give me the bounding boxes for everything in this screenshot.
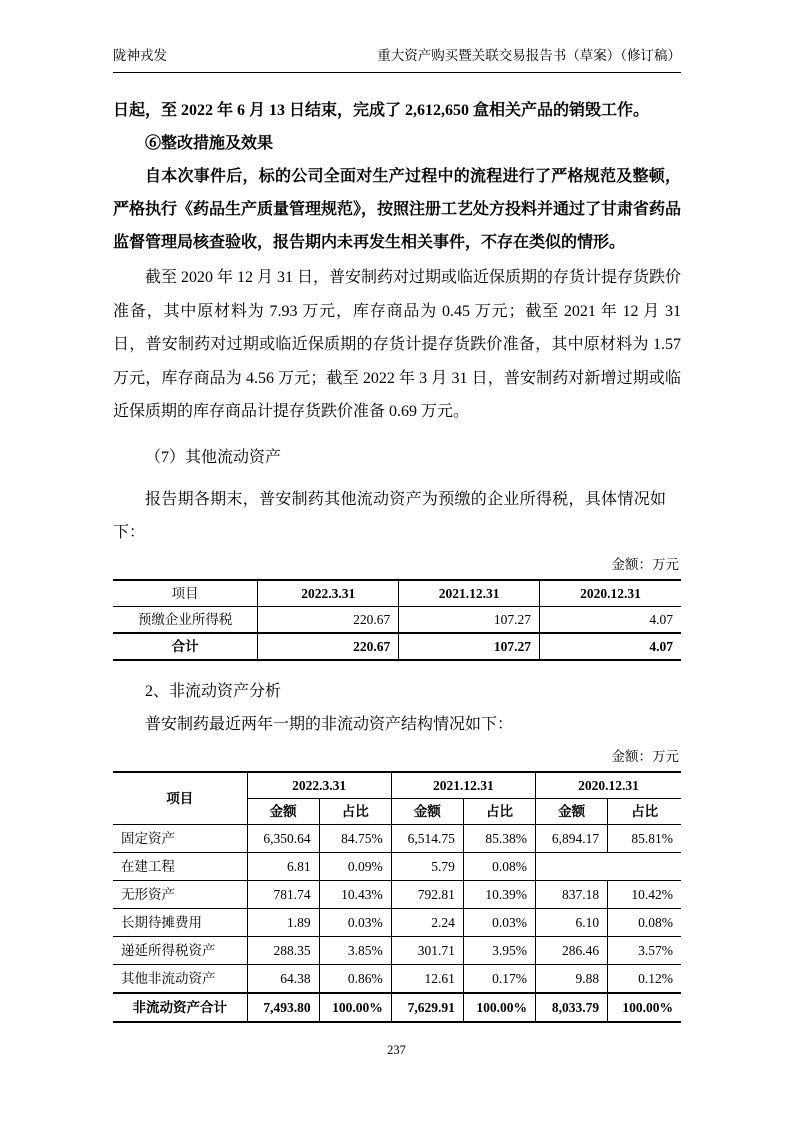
cell-value: 220.67: [258, 606, 399, 633]
total-value: 4.07: [540, 633, 681, 660]
cell-value: 4.07: [540, 606, 681, 633]
subheading-rectification: ⑥整改措施及效果: [145, 135, 274, 152]
cell-value: 0.09%: [319, 852, 391, 880]
cell-value: 3.85%: [319, 936, 391, 964]
cell-value: 10.43%: [319, 880, 391, 908]
column-group-date: 2020.12.31: [536, 772, 681, 799]
table-row: [113, 606, 681, 633]
body-paragraph-continuation: 日起，至 2022 年 6 月 13 日结束，完成了 2,612,650 盒相关产品的销毁工作。: [113, 102, 650, 119]
cell-value: 5.79: [391, 852, 463, 880]
row-label: 递延所得税资产: [113, 936, 247, 964]
cell-value: 84.75%: [319, 824, 391, 852]
table-row: [113, 852, 681, 880]
cell-value: 107.27: [399, 606, 540, 633]
section-heading-other-current-assets: （7）其他流动资产: [145, 448, 282, 466]
table-total-row: [113, 633, 681, 660]
cell-value: 0.08%: [608, 908, 681, 936]
total-value: 7,629.91: [391, 993, 463, 1022]
body-paragraph-rectification: 自本次事件后，标的公司全面对生产过程中的流程进行了严格规范及整顿，严格执行《药品生产质量管理规范》，按照注册工艺处方投料并通过了甘肃省药品监督管理局核查验收，报告期内未再发生相关事件，不存在类似的情形。: [113, 168, 682, 251]
other-current-assets-table: [113, 579, 681, 661]
total-value: 8,033.79: [536, 993, 608, 1022]
cell-value: 0.08%: [463, 852, 535, 880]
column-header-amount: 金额: [247, 798, 319, 824]
total-value: 220.67: [258, 633, 399, 660]
unit-label-table2: 金额：万元: [611, 748, 679, 764]
cell-value: 781.74: [247, 880, 319, 908]
cell-value: 286.46: [536, 936, 608, 964]
cell-value: 85.38%: [463, 824, 535, 852]
total-label: 非流动资产合计: [113, 993, 247, 1022]
cell-value: 85.81%: [608, 824, 681, 852]
total-value: 100.00%: [463, 993, 535, 1022]
cell-value: 64.38: [247, 964, 319, 993]
cell-value: 6.10: [536, 908, 608, 936]
cell-value: 0.17%: [463, 964, 535, 993]
body-paragraph-other-current-assets: 报告期各期末，普安制药其他流动资产为预缴的企业所得税，具体情况如下：: [113, 490, 666, 541]
row-label: 无形资产: [113, 880, 247, 908]
table-row: [113, 964, 681, 993]
column-group-date: 2021.12.31: [391, 772, 535, 799]
total-value: 7,493.80: [247, 993, 319, 1022]
table-row: [113, 880, 681, 908]
total-value: 100.00%: [319, 993, 391, 1022]
page-number: 237: [387, 1043, 406, 1057]
running-header: [113, 46, 681, 73]
column-header-date: 2021.12.31: [399, 580, 540, 607]
column-header-ratio: 占比: [319, 798, 391, 824]
non-current-assets-table: [113, 771, 681, 1023]
total-value: 107.27: [399, 633, 540, 660]
row-label: 在建工程: [113, 852, 247, 880]
cell-value: 837.18: [536, 880, 608, 908]
cell-value: 1.89: [247, 908, 319, 936]
cell-value: 792.81: [391, 880, 463, 908]
cell-value: 10.42%: [608, 880, 681, 908]
table-group-header-row: [113, 772, 681, 799]
column-header-amount: 金额: [536, 798, 608, 824]
column-header-ratio: 占比: [463, 798, 535, 824]
table-row: [113, 936, 681, 964]
column-header-date: 2022.3.31: [258, 580, 399, 607]
cell-value: 301.71: [391, 936, 463, 964]
column-header-item: 项目: [113, 772, 247, 825]
cell-value: 288.35: [247, 936, 319, 964]
cell-value: 6,894.17: [536, 824, 608, 852]
row-label: 其他非流动资产: [113, 964, 247, 993]
cell-value: 3.95%: [463, 936, 535, 964]
cell-value: 2.24: [391, 908, 463, 936]
cell-value: 6,514.75: [391, 824, 463, 852]
table-header-row: [113, 580, 681, 607]
row-label: 预缴企业所得税: [113, 606, 258, 633]
column-header-date: 2020.12.31: [540, 580, 681, 607]
cell-value: 6,350.64: [247, 824, 319, 852]
column-header-ratio: 占比: [608, 798, 681, 824]
cell-value: 0.03%: [463, 908, 535, 936]
cell-value: 0.86%: [319, 964, 391, 993]
cell-value: 12.61: [391, 964, 463, 993]
cell-value: 3.57%: [608, 936, 681, 964]
table-row: [113, 824, 681, 852]
column-group-date: 2022.3.31: [247, 772, 391, 799]
cell-value: 0.12%: [608, 964, 681, 993]
row-label: 长期待摊费用: [113, 908, 247, 936]
header-doc-title: 重大资产购买暨关联交易报告书（草案）（修订稿）: [377, 48, 681, 63]
body-paragraph-inventory-provision: 截至 2020 年 12 月 31 日，普安制药对过期或临近保质期的存货计提存货跌价准备，其中原材料为 7.93 万元，库存商品为 0.45 万元；截至 2021 年 12 月 31 日，普安制药对过期或临近保质期的存货计提存货跌价准备，其中原材料为 1.57 万元，库存商品为 4.56 万元；截至 2022 年 3 月 31 日，普安制药对新增过期或临近保质期的库存商品计提存货跌价准备 0.69 万元。: [113, 269, 682, 420]
table-row: [113, 908, 681, 936]
row-label: 固定资产: [113, 824, 247, 852]
section-heading-non-current-assets: 2、非流动资产分析: [145, 682, 282, 700]
column-header-amount: 金额: [391, 798, 463, 824]
header-company-name: 陇神戎发: [113, 48, 167, 63]
total-label: 合计: [113, 633, 258, 660]
cell-value: 9.88: [536, 964, 608, 993]
table-total-row: [113, 993, 681, 1022]
cell-value: 0.03%: [319, 908, 391, 936]
column-header-item: 项目: [113, 580, 258, 607]
cell-value: 6.81: [247, 852, 319, 880]
cell-value: 10.39%: [463, 880, 535, 908]
total-value: 100.00%: [608, 993, 681, 1022]
unit-label-table1: 金额：万元: [611, 556, 679, 572]
empty-cell: [536, 852, 681, 880]
body-paragraph-non-current-assets: 普安制药最近两年一期的非流动资产结构情况如下：: [145, 715, 514, 733]
